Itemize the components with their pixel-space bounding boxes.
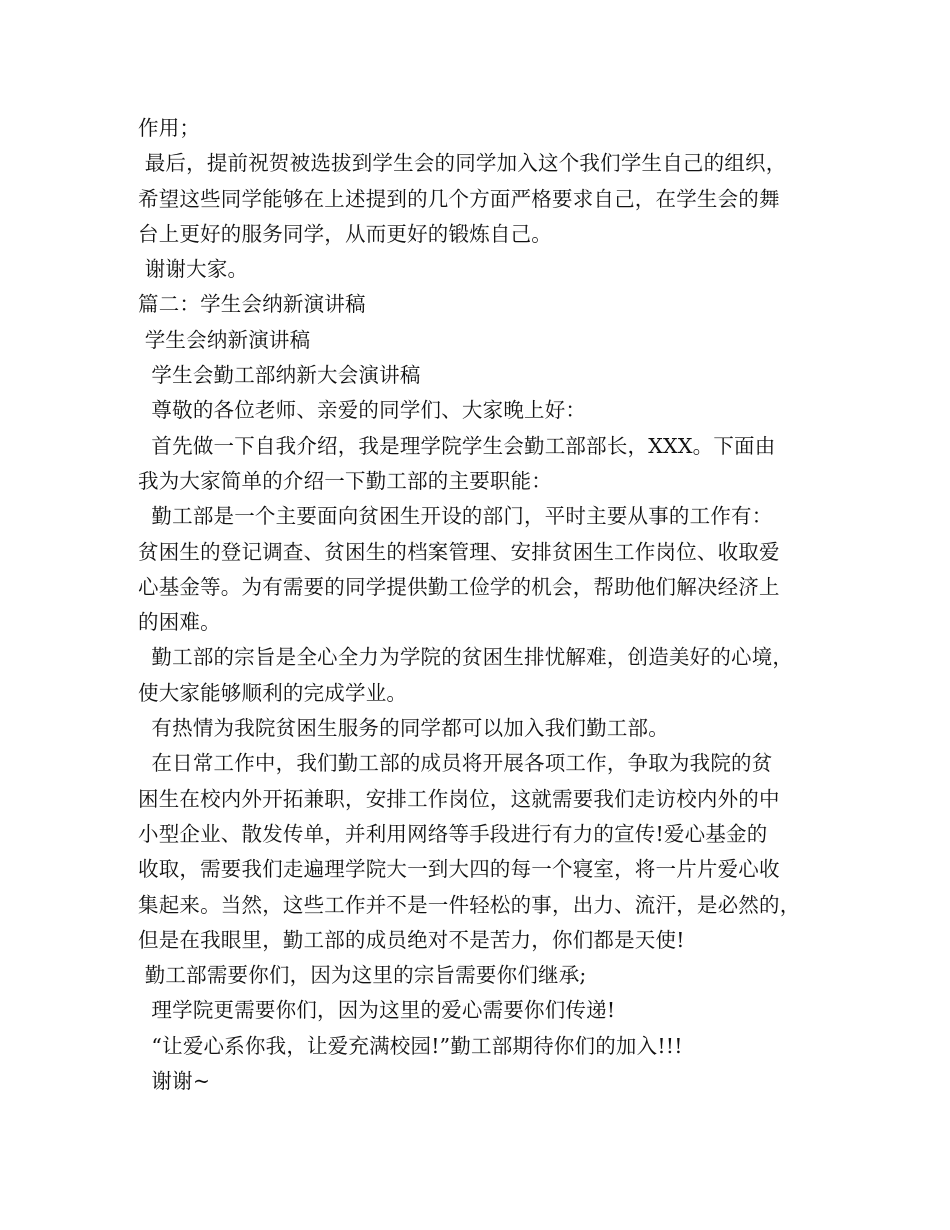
- text-line: 勤工部是一个主要面向贫困生开设的部门，平时主要从事的工作有：: [138, 504, 773, 529]
- text-line: “让爱心系你我，让爱充满校园!”勤工部期待你们的加入!!!: [138, 1033, 683, 1058]
- document-body: [138, 111, 828, 1099]
- text-line: 心基金等。为有需要的同学提供勤工俭学的机会，帮助他们解决经济上: [138, 574, 780, 599]
- text-line: 困生在校内外开拓兼职，安排工作岗位，这就需要我们走访校内外的中: [138, 786, 780, 811]
- text-line: 但是在我眼里，勤工部的成员绝对不是苦力，你们都是天使!: [138, 927, 685, 952]
- text-line: 在日常工作中，我们勤工部的成员将开展各项工作，争取为我院的贫: [138, 751, 773, 776]
- text-line: 有热情为我院贫困生服务的同学都可以加入我们勤工部。: [138, 716, 669, 741]
- text-line: 的困难。: [138, 610, 221, 635]
- text-line: 收取，需要我们走遍理学院大一到大四的每一个寝室，将一片片爱心收: [138, 857, 780, 882]
- text-line: 勤工部的宗旨是全心全力为学院的贫困生排忧解难，创造美好的心境，: [138, 645, 794, 670]
- text-line: 谢谢大家。: [138, 257, 249, 282]
- text-line: 使大家能够顺利的完成学业。: [138, 680, 408, 705]
- text-line: 作用；: [138, 116, 201, 140]
- text-line: 希望这些同学能够在上述提到的几个方面严格要求自己，在学生会的舞: [138, 186, 780, 211]
- speech-title: 学生会纳新演讲稿: [138, 327, 311, 352]
- text-line: 贫困生的登记调查、贫困生的档案管理、安排贫困生工作岗位、收取爱: [138, 539, 780, 564]
- text-line: 最后，提前祝贺被选拔到学生会的同学加入这个我们学生自己的组织，: [138, 151, 787, 176]
- speech-subtitle: 学生会勤工部纳新大会演讲稿: [138, 363, 421, 388]
- closing-line: 谢谢~: [138, 1069, 211, 1094]
- text-line: 台上更好的服务同学，从而更好的锻炼自己。: [138, 221, 552, 246]
- text-line: 小型企业、散发传单，并利用网络等手段进行有力的宣传!爱心基金的: [138, 821, 768, 846]
- text-line: 勤工部需要你们，因为这里的宗旨需要你们继承;: [138, 963, 587, 988]
- section-heading: 篇二：学生会纳新演讲稿: [138, 292, 366, 317]
- text-line: 首先做一下自我介绍，我是理学院学生会勤工部部长，XXX。下面由: [138, 433, 776, 458]
- greeting-line: 尊敬的各位老师、亲爱的同学们、大家晚上好：: [138, 398, 587, 423]
- text-line: 我为大家简单的介绍一下勤工部的主要职能：: [138, 468, 552, 493]
- text-line: 理学院更需要你们，因为这里的爱心需要你们传递!: [138, 998, 616, 1023]
- text-line: 集起来。当然，这些工作并不是一件轻松的事，出力、流汗，是必然的，: [138, 892, 801, 917]
